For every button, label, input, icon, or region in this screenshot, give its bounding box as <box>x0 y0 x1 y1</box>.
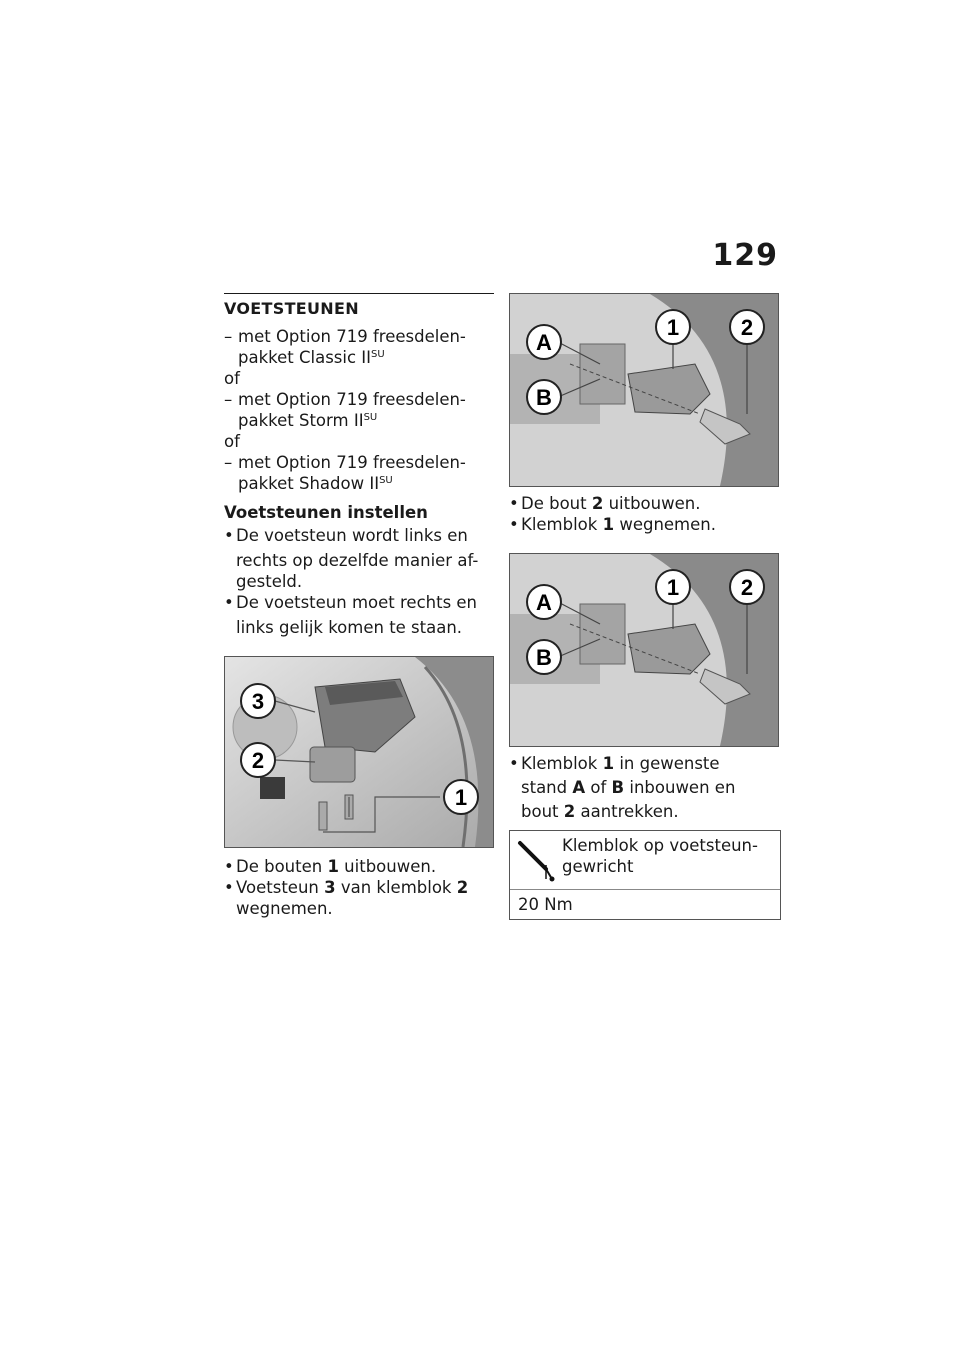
callout-label: 1 <box>666 575 680 600</box>
torque-spec-table <box>509 830 781 920</box>
callout-label: 1 <box>454 785 468 810</box>
callout-label: B <box>536 645 552 670</box>
list-item: • De voetsteun wordt links en rechts op dezelfde manier af- gesteld. <box>224 526 479 591</box>
list-item: • Voetsteun 3 van klemblok 2 wegnemen. <box>224 878 469 918</box>
clamp-block-illustration <box>510 294 778 486</box>
section-title: VOETSTEUNEN <box>224 299 359 318</box>
footrest-illustration <box>225 657 493 847</box>
option-item: – met Option 719 freesdelen- pakket Classic $II^{SU}$ <box>224 327 466 367</box>
callout-label: B <box>536 385 552 410</box>
figure-clamp-block <box>509 293 779 487</box>
right-column <box>509 293 781 920</box>
callout-label: 1 <box>666 315 680 340</box>
option-item: – met Option 719 freesdelen- pakket Shadow $II^{SU}$ <box>224 453 466 493</box>
list-item: • De bout 2 uitbouwen. <box>509 494 701 513</box>
torque-wrench-icon <box>516 839 556 883</box>
callout-label: 3 <box>251 689 265 714</box>
callout-label: 2 <box>740 315 754 340</box>
callout-label: 2 <box>251 748 265 773</box>
bullet-mark: • <box>509 515 519 534</box>
figure-footrest-removal <box>224 656 494 848</box>
dash-mark: – <box>224 453 233 472</box>
bullet-mark: • <box>224 593 234 612</box>
subheading: Voetsteunen instellen <box>224 503 428 522</box>
torque-spec-header <box>510 831 780 890</box>
page-number: 129 <box>712 238 778 273</box>
callout-label: A <box>536 330 552 355</box>
or-word: of <box>224 432 240 451</box>
dash-mark: – <box>224 327 233 346</box>
section-rule <box>224 293 494 294</box>
torque-label: Klemblok op voetsteun- <box>562 836 758 855</box>
bullet-mark: • <box>224 878 234 897</box>
figure-clamp-position <box>509 553 779 747</box>
torque-label: gewricht <box>562 857 634 876</box>
callout-label: A <box>536 590 552 615</box>
list-item: • De voetsteun moet rechts en links gelijk komen te staan. <box>224 593 478 637</box>
option-item: – met Option 719 freesdelen- pakket Storm $II^{SU}$ <box>224 390 466 430</box>
callout-label: 2 <box>740 575 754 600</box>
or-word: of <box>224 369 240 388</box>
clamp-position-illustration <box>510 554 778 746</box>
torque-value: 20 Nm <box>518 895 573 914</box>
list-item: • Klemblok 1 in gewenste stand A of B inbouwen en bout 2 aantrekken. <box>509 754 736 821</box>
bullet-mark: • <box>509 754 519 773</box>
list-item: • De bouten 1 uitbouwen. <box>224 857 437 876</box>
bullet-mark: • <box>509 494 519 513</box>
dash-mark: – <box>224 390 233 409</box>
left-column <box>224 293 494 919</box>
bullet-mark: • <box>224 526 234 545</box>
bullet-mark: • <box>224 857 234 876</box>
list-item: • Klemblok 1 wegnemen. <box>509 515 716 534</box>
